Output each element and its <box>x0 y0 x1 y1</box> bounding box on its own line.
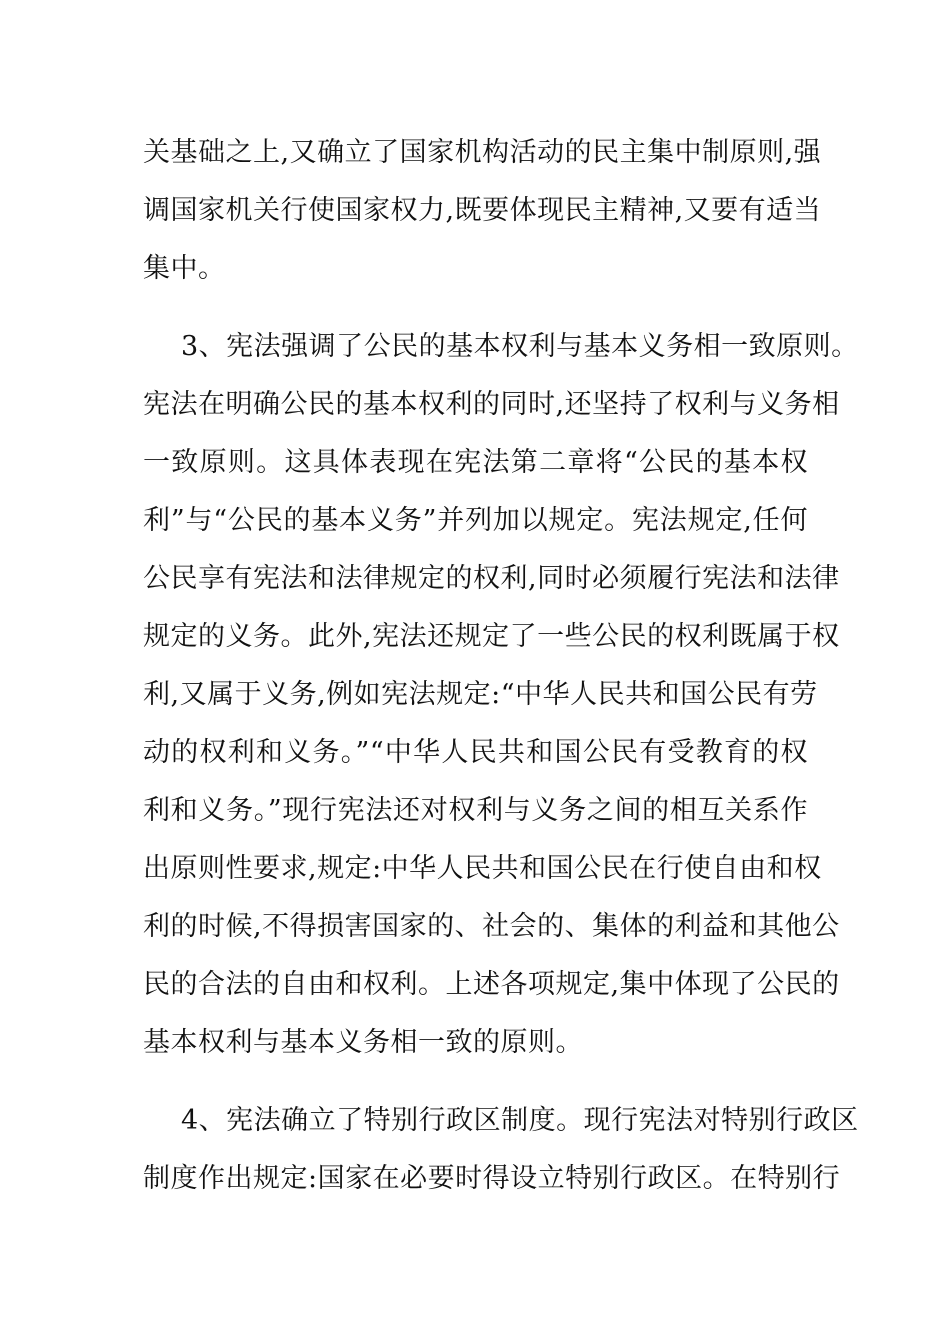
paragraph-2-line-13: 基本权利与基本义务相一致的原则。 <box>143 1027 583 1058</box>
paragraph-2-line-5: 公民享有宪法和法律规定的权利,同时必须履行宪法和法律 <box>143 563 840 594</box>
paragraph-2-line-11: 利的时候,不得损害国家的、社会的、集体的利益和其他公 <box>143 911 840 942</box>
paragraph-2-line-3: 一致原则。这具体表现在宪法第二章将“公民的基本权 <box>143 447 808 478</box>
paragraph-2-line-8: 动的权利和义务。”“中华人民共和国公民有受教育的权 <box>143 737 808 768</box>
paragraph-2-line-1: 3、宪法强调了公民的基本权利与基本义务相一致原则。 <box>181 331 859 362</box>
paragraph-2-line-4: 利”与“公民的基本义务”并列加以规定。宪法规定,任何 <box>143 505 808 536</box>
paragraph-2-line-2: 宪法在明确公民的基本权利的同时,还坚持了权利与义务相 <box>143 389 840 420</box>
paragraph-1-line-3: 集中。 <box>143 253 226 284</box>
paragraph-3-line-2: 制度作出规定:国家在必要时得设立特别行政区。在特别行 <box>143 1163 841 1194</box>
paragraph-1-line-1: 关基础之上,又确立了国家机构活动的民主集中制原则,强 <box>143 137 822 168</box>
paragraph-2-line-12: 民的合法的自由和权利。上述各项规定,集中体现了公民的 <box>143 969 840 1000</box>
paragraph-2-line-9: 利和义务。”现行宪法还对权利与义务之间的相互关系作 <box>143 795 808 826</box>
paragraph-2-line-6: 规定的义务。此外,宪法还规定了一些公民的权利既属于权 <box>143 621 840 652</box>
paragraph-1-line-2: 调国家机关行使国家权力,既要体现民主精神,又要有适当 <box>143 195 822 226</box>
paragraph-2-line-10: 出原则性要求,规定:中华人民共和国公民在行使自由和权 <box>143 853 822 884</box>
paragraph-2-line-7: 利,又属于义务,例如宪法规定:“中华人民共和国公民有劳 <box>143 679 818 710</box>
paragraph-3-line-1: 4、宪法确立了特别行政区制度。现行宪法对特别行政区 <box>181 1105 859 1136</box>
